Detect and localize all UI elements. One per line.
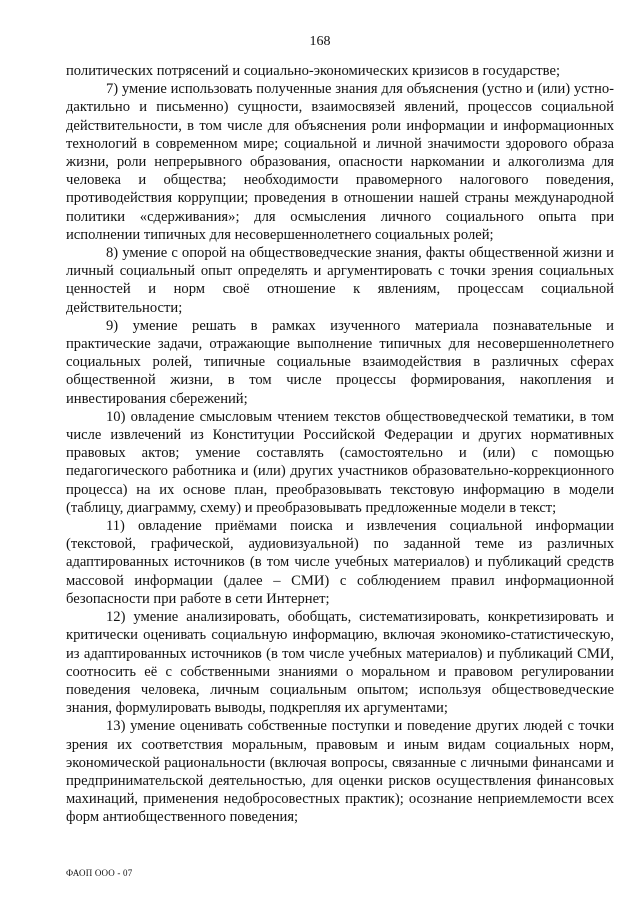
paragraph-continuation: политических потрясений и социально-экономических кризисов в государстве; (66, 63, 560, 79)
page-number: 168 (309, 34, 331, 49)
document-body (66, 62, 614, 827)
paragraph-item-12: 12) умение анализировать, обобщать, систематизировать, конкретизировать и критически оценивать социальную информацию, включая экономико-статистическую, из адаптированных источников (в том числе учебных материалов) и публикаций СМИ, соотносить её с собственными знаниями о моральном и правовом регулировании поведения человека, личным социальным опытом; используя обществоведческие знания, формулировать выводы, подкрепляя их аргументами; (66, 609, 614, 717)
paragraph-item-9: 9) умение решать в рамках изученного материала познавательные и практические задачи, отражающие выполнение типичных для несовершеннолетнего социальных ролей, типичные социальные взаимодействия в различных сферах общественной жизни, в том числе процессы формирования, накопления и инвестирования сбережений; (66, 317, 614, 407)
paragraph-item-8: 8) умение с опорой на обществоведческие знания, факты общественной жизни и личный социальный опыт определять и аргументировать с точки зрения социальных ценностей и норм своё отношение к явлениям, процессам социальной действительности; (66, 245, 614, 316)
paragraph-item-11: 11) овладение приёмами поиска и извлечения социальной информации (текстовой, графической, аудиовизуальной) по заданной теме из различных адаптированных источников (в том числе учебных материалов) и публикаций средств массовой информации (далее – СМИ) с соблюдением правил информационной безопасности при работе в сети Интернет; (66, 518, 614, 607)
document-footer-code: ФАОП ООО - 07 (66, 868, 133, 878)
paragraph-item-10: 10) овладение смысловым чтением текстов обществоведческой тематики, в том числе извлечений из Конституции Российской Федерации и других нормативных правовых актов; умение составлять (самостоятельно и (или) с помощью педагогического работника и (или) других участников образовательно-коррекционного процесса) на их основе план, преобразовывать текстовую информацию в модели (таблицу, диаграмму, схему) и преобразовывать предложенные модели в текст; (66, 408, 614, 516)
paragraph-item-7: 7) умение использовать полученные знания для объяснения (устно и (или) устно-дактильно и письменно) сущности, взаимосвязей явлений, процессов социальной действительности, в том числе для объяснения роли информации и информационных технологий в современном мире; социальной и личной значимости здорового образа жизни, роли непрерывного образования, опасности наркомании и алкоголизма для человека и общества; необходимости правомерного налогового поведения, противодействия коррупции; проведения в отношении нашей страны международной политики «сдерживания»; для осмысления личного социального опыта при исполнении типичных для несовершеннолетнего социальных ролей; (66, 81, 614, 243)
paragraph-item-13: 13) умение оценивать собственные поступки и поведение других людей с точки зрения их соответствия моральным, правовым и иным видам социальных норм, экономической рациональности (включая вопросы, связанные с личными финансами и предпринимательской деятельностью, для оценки рисков осуществления финансовых махинаций, применения недобросовестных практик); осознание неприемлемости всех форм антиобщественного поведения; (66, 718, 614, 826)
